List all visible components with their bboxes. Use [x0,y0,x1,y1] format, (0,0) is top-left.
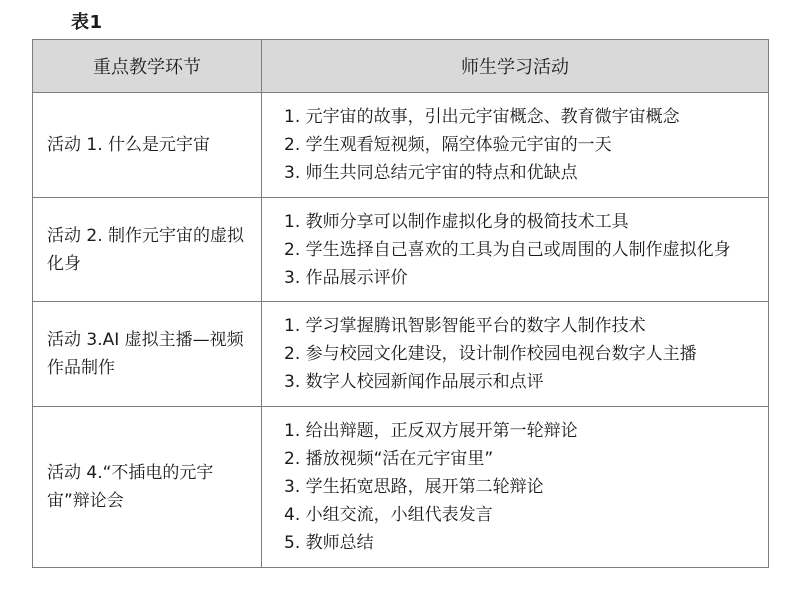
activity-item: 2. 学生观看短视频，隔空体验元宇宙的一天 [284,135,612,155]
stage-cell: 活动 4.“不插电的元宇宙”辩论会 [33,407,262,568]
table-header-row [33,40,769,93]
column-header-stage: 重点教学环节 [33,40,262,93]
activity-item: 4. 小组交流，小组代表发言 [284,505,493,525]
activity-item: 2. 学生选择自己喜欢的工具为自己或周围的人制作虚拟化身 [284,239,731,260]
activity-item: 1. 给出辩题，正反双方展开第一轮辩论 [284,421,578,441]
table-row [33,198,769,302]
activity-item: 3. 师生共同总结元宇宙的特点和优缺点 [284,163,578,183]
table-row [33,93,769,198]
stage-cell: 活动 1. 什么是元宇宙 [33,93,262,198]
stage-cell: 活动 3.AI 虚拟主播—视频作品制作 [33,302,262,407]
activity-cell [262,302,769,407]
activity-item: 1. 教师分享可以制作虚拟化身的极简技术工具 [284,211,629,232]
activity-item: 5. 教师总结 [284,533,374,553]
column-header-activities: 师生学习活动 [262,40,769,93]
activity-item: 2. 参与校园文化建设，设计制作校园电视台数字人主播 [284,344,697,364]
activity-item: 2. 播放视频“活在元宇宙里” [284,449,494,469]
stage-cell: 活动 2. 制作元宇宙的虚拟化身 [33,198,262,302]
activity-table [32,39,769,568]
table-caption: 表1 [71,12,103,33]
activity-item: 3. 学生拓宽思路，展开第二轮辩论 [284,477,544,497]
activity-item: 1. 元宇宙的故事，引出元宇宙概念、教育微宇宙概念 [284,107,680,127]
activity-cell [262,198,769,302]
table-row [33,407,769,568]
activity-cell [262,407,769,568]
table-row [33,302,769,407]
activity-item: 3. 作品展示评价 [284,267,408,288]
activity-cell [262,93,769,198]
activity-item: 3. 数字人校园新闻作品展示和点评 [284,372,544,392]
activity-item: 1. 学习掌握腾讯智影智能平台的数字人制作技术 [284,316,646,336]
